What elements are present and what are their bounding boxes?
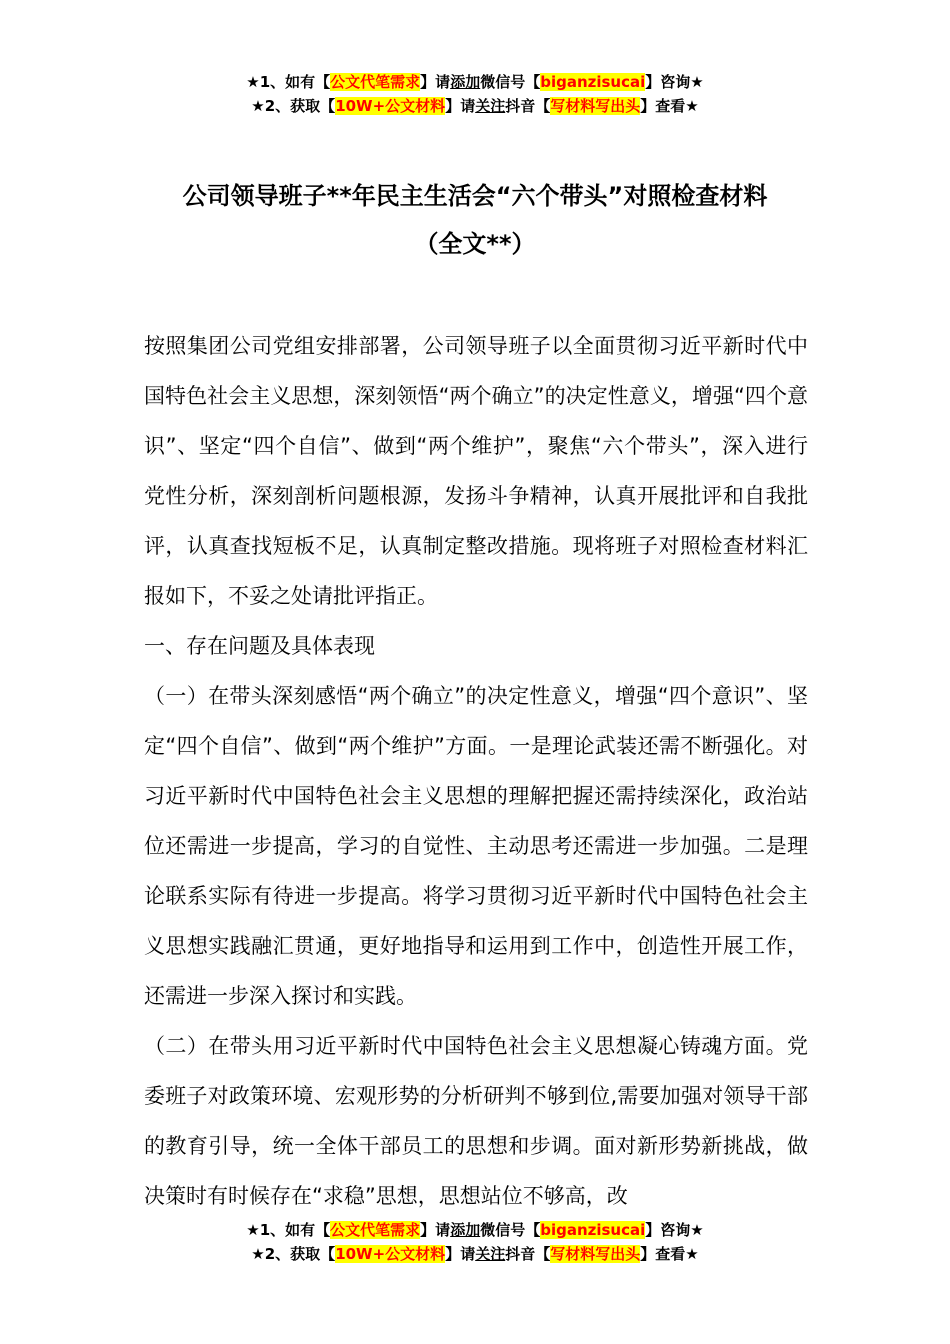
paragraph-point-1: （一）在带头深刻感悟“两个确立”的决定性意义，增强“四个意识”、坚定“四个自信”、做到“两个维护”方面。一是理论武装还需不断强化。对习近平新时代中国特色社会主义思想的理解把握还需持续深化，政治站位还需进一步提高，学习的自觉性、主动思考还需进一步加强。二是理论联系实际有待进一步提高。将学习贯彻习近平新时代中国特色社会主义思想实践融汇贯通，更好地指导和运用到工作中，创造性开展工作，还需进一步深入探讨和实践。	[144, 684, 808, 1008]
section-heading: 一、存在问题及具体表现	[144, 634, 375, 658]
notice-text: 】咨询★	[645, 73, 704, 91]
notice-highlight: 公文代笔需求	[330, 1221, 421, 1239]
notice-text: 微信号【	[480, 73, 541, 91]
notice-highlight: biganzisucai	[540, 73, 646, 91]
notice-text: ★1、如有【	[246, 1221, 331, 1239]
document-body	[144, 321, 808, 1221]
notice-underlined: 关注	[475, 97, 506, 115]
notice-text: 】请	[420, 1221, 451, 1239]
notice-highlight: 写材料写出头	[550, 97, 641, 115]
notice-text: ★2、获取【	[251, 1245, 336, 1263]
title-line-2: （全文**）	[414, 230, 536, 258]
document-title	[0, 172, 950, 268]
notice-text: 微信号【	[480, 1221, 541, 1239]
footer-notice-banner	[0, 1218, 950, 1266]
notice-underlined: 关注	[475, 1245, 506, 1263]
notice-text: 】请	[445, 97, 476, 115]
notice-highlight: biganzisucai	[540, 1221, 646, 1239]
notice-text: ★2、获取【	[251, 97, 336, 115]
notice-line-2	[0, 1242, 950, 1266]
title-line-1: 公司领导班子**年民主生活会“六个带头”对照检查材料	[182, 182, 768, 210]
notice-line-1	[0, 1218, 950, 1242]
notice-line-2	[0, 94, 950, 118]
paragraph-intro: 按照集团公司党组安排部署，公司领导班子以全面贯彻习近平新时代中国特色社会主义思想，深刻领悟“两个确立”的决定性意义，增强“四个意识”、坚定“四个自信”、做到“两个维护”，聚焦“六个带头”，深入进行党性分析，深刻剖析问题根源，发扬斗争精神，认真开展批评和自我批评，认真查找短板不足，认真制定整改措施。现将班子对照检查材料汇报如下，不妥之处请批评指正。	[144, 334, 808, 608]
notice-text: 】请	[445, 1245, 476, 1263]
notice-text: ★1、如有【	[246, 73, 331, 91]
notice-highlight: 10W+公文材料	[335, 97, 446, 115]
header-notice-banner	[0, 70, 950, 118]
notice-text: 】请	[420, 73, 451, 91]
notice-underlined: 添加	[450, 1221, 481, 1239]
notice-text: 】查看★	[640, 97, 699, 115]
notice-text: 】咨询★	[645, 1221, 704, 1239]
notice-text: 抖音【	[505, 1245, 551, 1263]
notice-line-1	[0, 70, 950, 94]
notice-text: 抖音【	[505, 97, 551, 115]
notice-highlight: 写材料写出头	[550, 1245, 641, 1263]
notice-highlight: 公文代笔需求	[330, 73, 421, 91]
notice-highlight: 10W+公文材料	[335, 1245, 446, 1263]
notice-underlined: 添加	[450, 73, 481, 91]
notice-text: 】查看★	[640, 1245, 699, 1263]
paragraph-point-2: （二）在带头用习近平新时代中国特色社会主义思想凝心铸魂方面。党委班子对政策环境、宏观形势的分析研判不够到位,需要加强对领导干部的教育引导，统一全体干部员工的思想和步调。面对新形势新挑战，做决策时有时候存在“求稳”思想，思想站位不够高，改	[144, 1034, 808, 1208]
